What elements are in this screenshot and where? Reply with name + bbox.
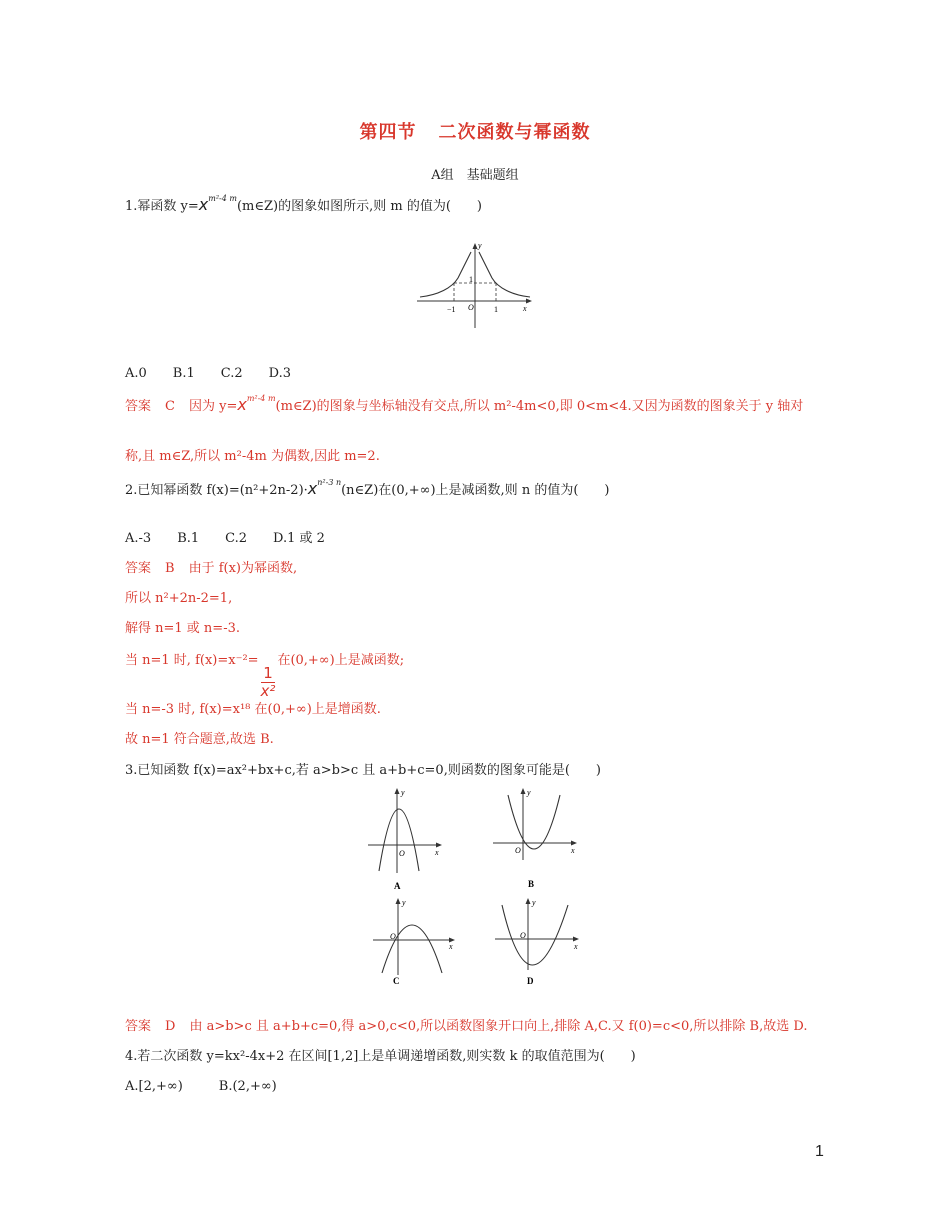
x-tick-neg-one: −1	[447, 305, 456, 314]
q3-graph-d	[492, 895, 584, 990]
q2-options: A.-3 B.1 C.2 D.1 或 2	[125, 531, 325, 546]
fraction: $\frac{1}{\text{x²}}$	[260, 664, 276, 700]
graph-label-c: C	[393, 976, 400, 986]
page-title: 第四节 二次函数与幂函数	[359, 122, 591, 143]
graph-label-d: D	[527, 976, 534, 986]
svg-text:x: x	[435, 848, 439, 857]
question-4: 4.若二次函数 y=kx²-4x+2 在区间[1,2]上是单调递增函数,则实数 k 的取值范围为( )	[125, 1049, 636, 1064]
graph-label-b: B	[528, 879, 535, 889]
y-tick-one: 1	[469, 275, 473, 284]
graph-label-a: A	[394, 881, 401, 891]
q3-answer: 答案 D 由 a>b>c 且 a+b+c=0,得 a>0,c<0,所以函数图象开口向上,排除 A,C.又 f(0)=c<0,所以排除 B,故选 D.	[125, 1019, 808, 1034]
q1-answer-line2: 称,且 m∈Z,所以 m²-4m 为偶数,因此 m=2.	[125, 449, 380, 464]
q3-graph-b	[490, 785, 582, 893]
x-axis-label: x	[523, 304, 527, 313]
question-1: 1.幂函数 $y=x^{m^2-4 m}(m\in Z)$的图象如图所示,则 m 的值为( )	[125, 194, 482, 214]
q2-answer-line3: 解得 n=1 或 n=-3.	[125, 621, 240, 636]
q2-answer-line4: 当 n=1 时, f(x)=x⁻²= $\frac{1}{\text{x²}}$ 在(0,+∞)上是减函数;	[125, 653, 405, 700]
question-2: 2.已知幂函数 $f(x)=(n^2+2n-2)\cdot x^{n^2-3 n}(n\in Z)$在(0,+∞)上是减函数,则 n 的值为( )	[125, 478, 610, 498]
svg-text:O: O	[515, 846, 521, 855]
svg-text:y: y	[527, 788, 531, 797]
question-3: 3.已知函数 f(x)=ax²+bx+c,若 a>b>c 且 a+b+c=0,则函数的图象可能是( )	[125, 763, 601, 778]
svg-text:y: y	[402, 898, 406, 907]
svg-text:y: y	[401, 788, 405, 797]
y-axis-label: y	[478, 241, 482, 250]
origin-label: O	[468, 303, 474, 312]
svg-text:x: x	[449, 942, 453, 951]
svg-text:x: x	[571, 846, 575, 855]
group-heading: A组 基础题组	[431, 168, 519, 183]
q3-graph-c	[370, 895, 460, 990]
q1-answer-line1: 答案 C 因为 $y=x^{m^2-4 m}(m\in Z)$的图象与坐标轴没有交点,所以 m²-4m<0,即 0<m<4.又因为函数的图象关于 y 轴对	[125, 394, 804, 414]
q2-answer-line1: 答案 B 由于 f(x)为幂函数,	[125, 561, 298, 576]
svg-text:O: O	[520, 931, 526, 940]
svg-text:O: O	[390, 932, 396, 941]
svg-text:y: y	[532, 898, 536, 907]
q2-answer-line2: 所以 n²+2n-2=1,	[125, 591, 233, 606]
q4-options: A.[2,+∞) B.(2,+∞)	[125, 1079, 277, 1094]
svg-text:x: x	[574, 942, 578, 951]
q1-options: A.0 B.1 C.2 D.3	[125, 366, 292, 381]
page-number: 1	[815, 1143, 824, 1160]
q3-graph-a	[365, 785, 445, 893]
svg-text:O: O	[399, 849, 405, 858]
q2-answer-line6: 故 n=1 符合题意,故选 B.	[125, 732, 274, 747]
q1-power-function-graph	[412, 240, 537, 332]
x-tick-one: 1	[494, 305, 498, 314]
q2-answer-line5: 当 n=-3 时, f(x)=x¹⁸ 在(0,+∞)上是增函数.	[125, 702, 381, 717]
